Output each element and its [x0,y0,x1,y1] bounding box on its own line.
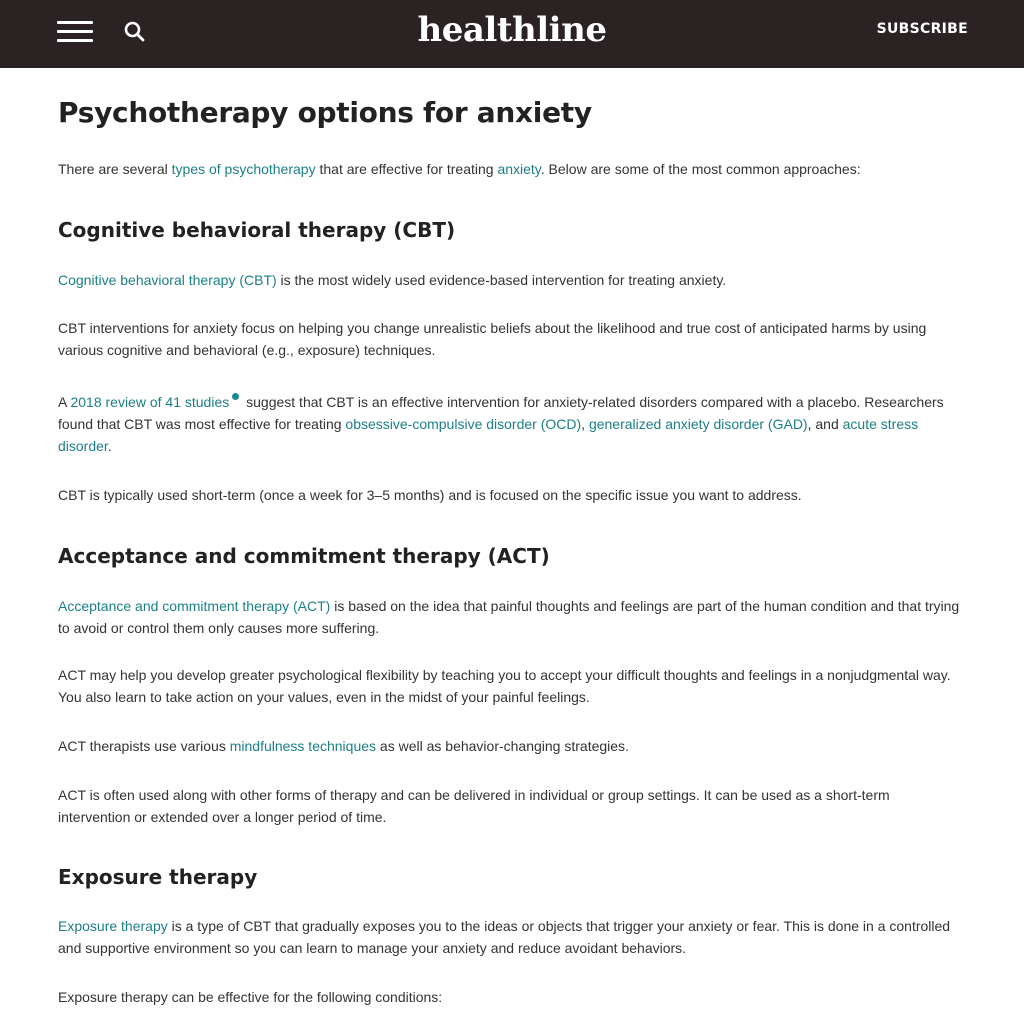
heading-exposure-therapy: Exposure therapy [58,865,258,889]
intro-paragraph [58,158,963,180]
healthline-logo[interactable]: healthline [417,10,607,50]
heading-act: Acceptance and commitment therapy (ACT) [58,544,550,568]
act-p2-text: ACT may help you develop greater psychological flexibility by teaching you to accept your difficult thoughts and feelings in a nonjudgmental way. You also learn to take action on your values, even in the midst of your painful feelings. [58,667,951,705]
link-exposure-therapy[interactable]: Exposure therapy [58,918,168,934]
exposure-p1-text: is a type of CBT that gradually exposes you to the ideas or objects that trigger your anxiety or fear. This is done in a controlled and supportive environment so you can learn to manage your anxiety and reduce avoidant behaviors. [58,918,951,956]
verified-badge-icon [232,393,239,400]
intro-text-3: . Below are some of the most common approaches: [540,161,861,177]
link-types-of-psychotherapy[interactable]: types of psychotherapy [171,161,316,177]
act-p4-text: ACT is often used along with other forms of therapy and can be delivered in individual or group settings. It can be used as a short-term intervention or extended over a longer period of time. [58,787,890,825]
cbt-paragraph-2 [58,317,963,361]
exposure-paragraph-1 [58,915,963,959]
link-anxiety[interactable]: anxiety [497,161,541,177]
act-p3-text-2: as well as behavior-changing strategies. [376,738,629,754]
link-ocd[interactable]: obsessive-compulsive disorder (OCD) [345,416,582,432]
link-act[interactable]: Acceptance and commitment therapy (ACT) [58,598,331,614]
article-body [58,68,963,1005]
heading-cbt: Cognitive behavioral therapy (CBT) [58,218,456,242]
link-2018-review[interactable]: 2018 review of 41 studies [70,394,230,410]
cbt-p3-text-1: A [58,394,71,410]
act-paragraph-3 [58,735,963,757]
cbt-p1-text: is the most widely used evidence-based intervention for treating anxiety. [276,272,727,288]
act-p3-text-1: ACT therapists use various [58,738,230,754]
cbt-paragraph-1 [58,269,963,291]
act-paragraph-1 [58,595,963,639]
link-mindfulness-techniques[interactable]: mindfulness techniques [229,738,377,754]
intro-text-2: that are effective for treating [315,161,498,177]
link-cbt[interactable]: Cognitive behavioral therapy (CBT) [58,272,277,288]
subscribe-button[interactable]: SUBSCRIBE [876,21,968,37]
cbt-p3-text-2: suggest that CBT is an effective intervention for anxiety-related disorders compared with a placebo. Researchers found that CBT was most effective for treating [58,394,944,432]
cbt-p3-text-5: . [107,438,112,454]
cbt-p4-text: CBT is typically used short-term (once a week for 3–5 months) and is focused on the specific issue you want to address. [58,487,802,503]
top-navigation-bar [0,0,1024,68]
link-acute-stress-disorder[interactable]: acute stress disorder [58,416,919,454]
act-paragraph-4 [58,784,963,828]
act-p1-text: is based on the idea that painful thoughts and feelings are part of the human condition and that trying to avoid or control them only causes more suffering. [58,598,960,636]
cbt-p2-text: CBT interventions for anxiety focus on helping you change unrealistic beliefs about the likelihood and true cost of anticipated harms by using various cognitive and behavioral (e.g., exposure) techniques. [58,320,927,358]
act-paragraph-2 [58,664,963,708]
cbt-p3-text-3: , [581,416,589,432]
exposure-paragraph-2 [58,986,963,1008]
cbt-p3-text-4: , and [807,416,843,432]
intro-text-1: There are several [58,161,172,177]
page-title: Psychotherapy options for anxiety [58,96,592,129]
cbt-paragraph-3 [58,391,963,457]
link-gad[interactable]: generalized anxiety disorder (GAD) [588,416,808,432]
cbt-paragraph-4 [58,484,963,506]
exposure-p2-text: Exposure therapy can be effective for the following conditions: [58,989,443,1005]
